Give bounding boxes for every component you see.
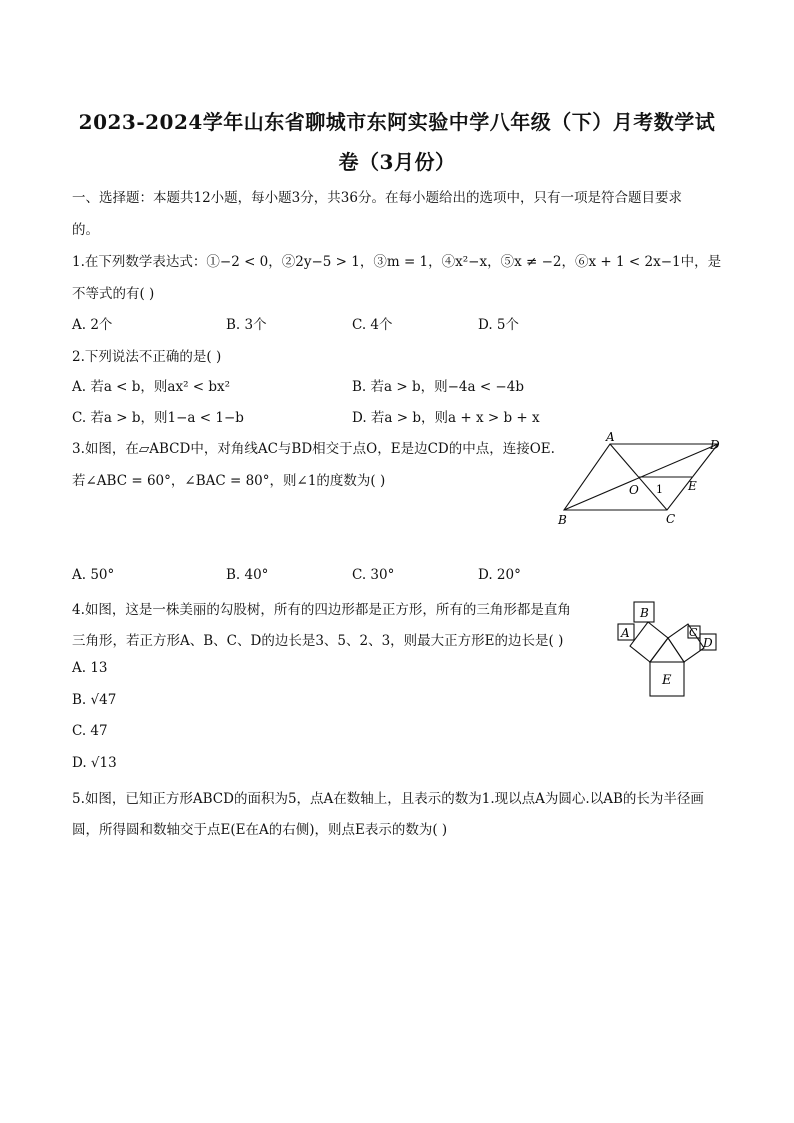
q3-stem-line1: 3.如图，在▱ABCD中，对角线AC与BD相交于点O，E是边CD的中点，连接OE. bbox=[72, 441, 555, 457]
q4-option-d: D. √13 bbox=[72, 755, 117, 771]
pythagoras-tree-figure bbox=[612, 598, 724, 702]
q3-option-d: D. 20° bbox=[478, 567, 521, 583]
exam-title-line2: 卷（3月份） bbox=[338, 150, 456, 174]
label-c: C bbox=[689, 626, 698, 639]
parallelogram-figure bbox=[552, 432, 732, 530]
square-left-mid bbox=[630, 622, 668, 662]
label-a: A bbox=[621, 626, 630, 640]
q3-option-c: C. 30° bbox=[352, 567, 395, 583]
label-o: O bbox=[629, 483, 639, 497]
q4-option-c: C. 47 bbox=[72, 723, 108, 739]
q2-option-b: B. 若a > b，则−4a < −4b bbox=[352, 379, 524, 395]
label-b: B bbox=[640, 606, 649, 620]
q3-option-a: A. 50° bbox=[72, 567, 115, 583]
q3-stem-line2: 若∠ABC = 60°，∠BAC = 80°，则∠1的度数为( ) bbox=[72, 473, 386, 489]
q1-option-b: B. 3个 bbox=[226, 317, 267, 333]
label-b: B bbox=[558, 513, 567, 527]
label-d: D bbox=[710, 438, 720, 452]
label-e: E bbox=[662, 673, 672, 688]
label-angle-1: 1 bbox=[656, 483, 663, 496]
q2-option-d: D. 若a > b，则a + x > b + x bbox=[352, 410, 540, 426]
q4-stem-line2: 三角形，若正方形A、B、C、D的边长是3、5、2、3，则最大正方形E的边长是( ) bbox=[72, 633, 564, 649]
q4-stem-line1: 4.如图，这是一株美丽的勾股树，所有的四边形都是正方形，所有的三角形都是直角 bbox=[72, 602, 571, 618]
q1-option-c: C. 4个 bbox=[352, 317, 393, 333]
q1-stem-line2: 不等式的有( ) bbox=[72, 286, 155, 302]
q1-stem-line1: 1.在下列数学表达式：①−2 < 0，②2y−5 > 1，③m = 1，④x²−x，⑤x ≠ −2，⑥x + 1 < 2x−1中，是 bbox=[72, 254, 722, 270]
exam-title-line1: 2023-2024学年山东省聊城市东阿实验中学八年级（下）月考数学试 bbox=[78, 110, 716, 134]
section1-instructions-line2: 的。 bbox=[72, 222, 99, 238]
label-d: D bbox=[703, 636, 713, 650]
q2-option-c: C. 若a > b，则1−a < 1−b bbox=[72, 410, 244, 426]
label-a: A bbox=[606, 432, 615, 444]
q4-option-b: B. √47 bbox=[72, 692, 117, 708]
q2-option-a: A. 若a < b，则ax² < bx² bbox=[72, 379, 231, 395]
label-c: C bbox=[666, 512, 676, 526]
q1-option-a: A. 2个 bbox=[72, 317, 113, 333]
section1-instructions-line1: 一、选择题：本题共12小题，每小题3分，共36分。在每小题给出的选项中，只有一项是符合题目要求 bbox=[72, 190, 682, 206]
q5-stem-line2: 圆，所得圆和数轴交于点E(E在A的右侧)，则点E表示的数为( ) bbox=[72, 822, 448, 838]
label-e: E bbox=[688, 479, 697, 493]
q1-option-d: D. 5个 bbox=[478, 317, 520, 333]
triangle-top bbox=[650, 638, 684, 662]
q5-stem-line1: 5.如图，已知正方形ABCD的面积为5，点A在数轴上，且表示的数为1.现以点A为圆心.以AB的长为半径画 bbox=[72, 791, 704, 807]
q4-option-a: A. 13 bbox=[72, 660, 108, 676]
q2-stem: 2.下列说法不正确的是( ) bbox=[72, 349, 222, 365]
q3-option-b: B. 40° bbox=[226, 567, 269, 583]
square-right-mid bbox=[668, 624, 704, 662]
